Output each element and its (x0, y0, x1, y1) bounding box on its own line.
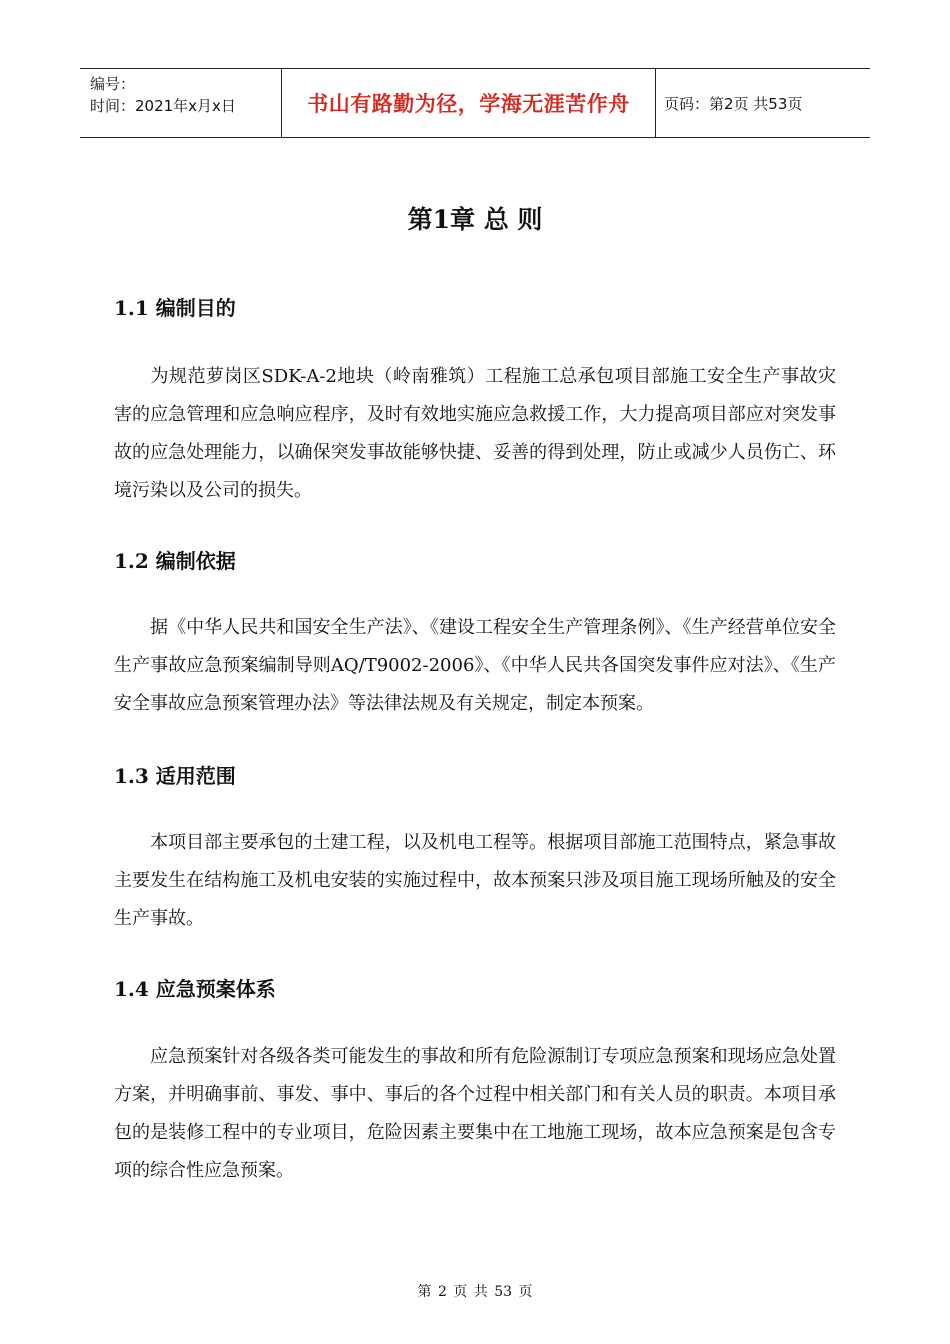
header-meta (80, 69, 282, 137)
section-title-1-2: 1.2 编制依据 (114, 549, 236, 573)
section-text-1-4: 应急预案针对各级各类可能发生的事故和所有危险源制订专项应急预案和现场应急处置方案，并明确事前、事发、事中、事后的各个过程中相关部门和有关人员的职责。本项目承包的是装修工程中的专业项目，危险因素主要集中在工地施工现场，故本应急预案是包含专项的综合性应急预案。 (114, 1046, 836, 1181)
document-time: 时间：2021年x月x日 (90, 97, 236, 115)
section-body-1-2 (114, 609, 836, 723)
chapter-title: 第1章 总 则 (407, 205, 543, 234)
section-text-1-3: 本项目部主要承包的土建工程，以及机电工程等。根据项目部施工范围特点，紧急事故主要发生在结构施工及机电安装的实施过程中，故本预案只涉及项目施工现场所触及的安全生产事故。 (114, 832, 836, 929)
section-body-1-1 (114, 358, 836, 510)
section-text-1-1: 为规范萝岗区SDK-A-2地块（岭南雅筑）工程施工总承包项目部施工安全生产事故灾害的应急管理和应急响应程序，及时有效地实施应急救援工作，大力提高项目部应对突发事故的应急处理能力，以确保突发事故能够快捷、妥善的得到处理，防止或减少人员伤亡、环境污染以及公司的损失。 (114, 366, 836, 501)
document-number-label: 编号： (90, 75, 136, 93)
page-info-text: 页码：第2页 共53页 (664, 94, 803, 113)
section-body-1-4 (114, 1038, 836, 1190)
page-header (80, 68, 870, 138)
header-motto-cell (282, 69, 656, 137)
section-title-1-3: 1.3 适用范围 (114, 764, 236, 788)
header-page-info (656, 69, 870, 137)
page-footer: 第 2 页 共 53 页 (417, 1284, 533, 1300)
section-title-1-1: 1.1 编制目的 (114, 296, 236, 320)
section-title-1-4: 1.4 应急预案体系 (114, 977, 276, 1001)
section-body-1-3 (114, 824, 836, 938)
section-text-1-2: 据《中华人民共和国安全生产法》、《建设工程安全生产管理条例》、《生产经营单位安全生产事故应急预案编制导则AQ/T9002-2006》、《中华人民共各国突发事件应对法》、《生产安全事故应急预案管理办法》等法律法规及有关规定，制定本预案。 (114, 617, 836, 714)
header-motto: 书山有路勤为径，学海无涯苦作舟 (307, 92, 630, 116)
